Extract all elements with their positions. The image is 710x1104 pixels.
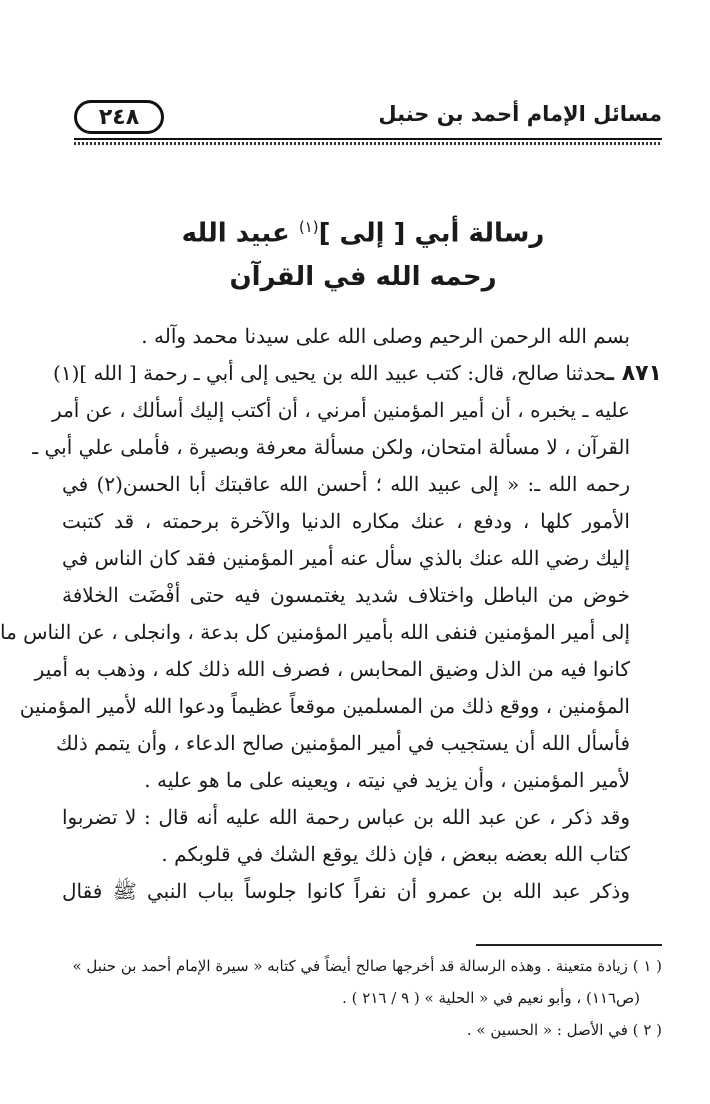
page-number: ٢٤٨: [74, 100, 164, 134]
body-line-4: رحمه الله ـ: « إلى عبيد الله ؛ أحسن الله عاقبتك أبا الحسن(٢) في: [62, 472, 630, 496]
footnote-1-continued: (ص١١٦) ، وأبو نعيم في « الحلية » ( ٩ / ٢١٦ ) .: [342, 989, 640, 1007]
body-line-15: وذكر عبد الله بن عمرو أن نفراً كانوا جلوساً بباب النبي ﷺ فقال: [62, 879, 630, 903]
body-line-5: الأمور كلها ، ودفع ، عنك مكاره الدنيا والآخرة برحمته ، قد كتبت: [62, 509, 630, 533]
section-subtitle: رحمه الله في القرآن: [229, 262, 497, 292]
body-line-14: كتاب الله بعضه ببعض ، فإن ذلك يوقع الشك في قلوبكم .: [161, 842, 630, 866]
body-line-2: عليه ـ يخبره ، أن أمير المؤمنين أمرني ، أن أكتب إليك أسألك ، عن أمر: [52, 398, 630, 422]
body-line-8: إلى أمير المؤمنين فنفى الله بأمير المؤمنين كل بدعة ، وانجلى ، عن الناس ما: [0, 620, 630, 644]
section-title-part2: عبيد الله: [181, 218, 299, 249]
body-line-1: [53, 355, 662, 391]
body-line-10: المؤمنين ، ووقع ذلك من المسلمين موقعاً عظيماً ودعوا الله لأمير المؤمنين: [19, 694, 630, 718]
footnote-1: ( ١ ) زيادة متعينة . وهذه الرسالة قد أخرجها صالح أيضاً في كتابه « سيرة الإمام أحمد بن حنبل »: [72, 957, 662, 975]
header-dotted-rule: [74, 142, 662, 145]
body-line-3: القرآن ، لا مسألة امتحان، ولكن مسألة معرفة وبصيرة ، فأملى علي أبي ـ: [32, 435, 630, 459]
body-line-12: لأمير المؤمنين ، وأن يزيد في نيته ، ويعينه على ما هو عليه .: [144, 768, 630, 792]
body-line-11: فأسأل الله أن يستجيب في أمير المؤمنين صالح الدعاء ، وأن يتمم ذلك: [55, 731, 630, 755]
body-line-1-text: حدثنا صالح، قال: كتب عبيد الله بن يحيى إلى أبي ـ رحمة [ الله ](١): [53, 361, 607, 385]
header-rule: [74, 138, 662, 140]
section-title-footnote-ref: (١): [298, 218, 319, 236]
basmala-line: بسم الله الرحمن الرحيم وصلى الله على سيدنا محمد وآله .: [141, 324, 630, 348]
footnote-2: ( ٢ ) في الأصل : « الحسين » .: [466, 1021, 662, 1039]
body-line-13: وقد ذكر ، عن عبد الله بن عباس رحمة الله عليه أنه قال : لا تضربوا: [62, 805, 630, 829]
section-title: [56, 218, 670, 249]
running-title: مسائل الإمام أحمد بن حنبل: [378, 102, 662, 126]
page-header: [74, 100, 662, 136]
body-line-7: خوض من الباطل واختلاف شديد يغتمسون فيه حتى أفْضَت الخلافة: [62, 583, 630, 607]
issue-number: ٨٧١ ـ: [606, 361, 662, 386]
section-title-part1: رسالة أبي [ إلى ]: [318, 218, 545, 249]
body-line-9: كانوا فيه من الذل وضيق المحابس ، فصرف الله ذلك كله ، وذهب به أمير: [34, 657, 630, 681]
footnote-separator: [476, 944, 662, 946]
body-line-6: إليك رضي الله عنك بالذي سأل عنه أمير المؤمنين فقد كان الناس في: [62, 546, 630, 570]
